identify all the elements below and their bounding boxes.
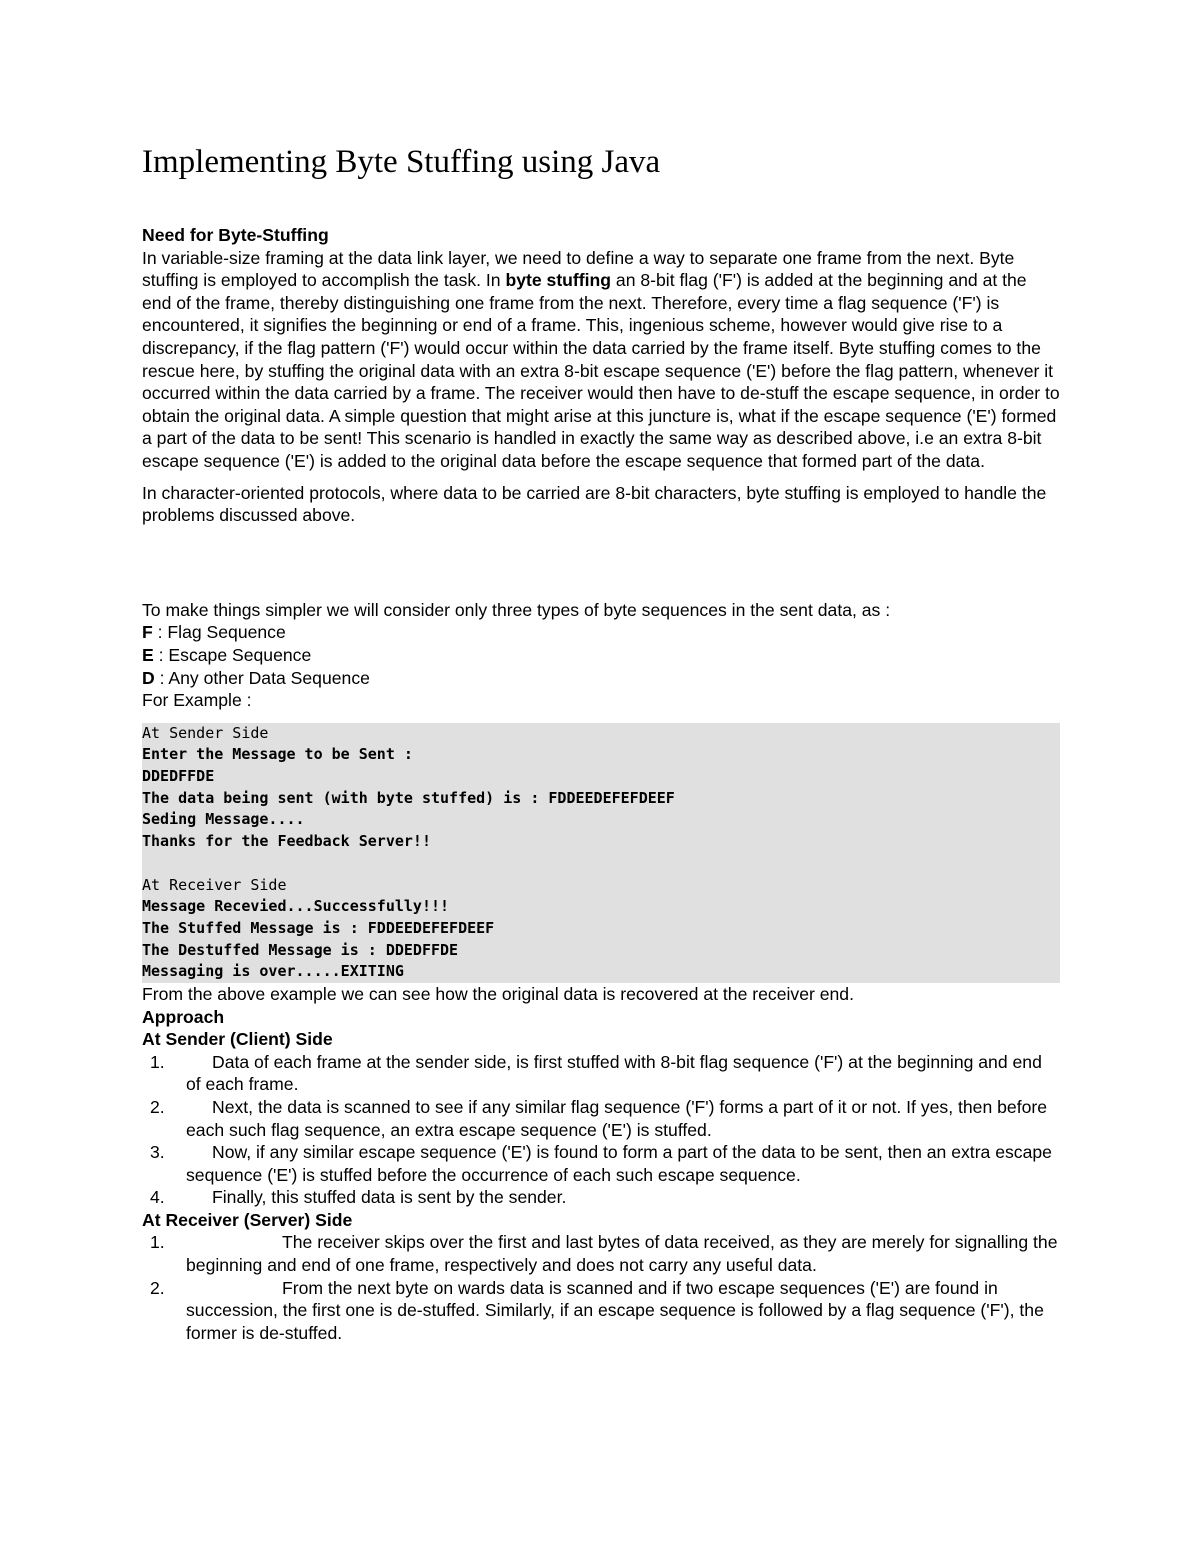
need-p1-text-b: an 8-bit flag ('F') is added at the beginning and at the end of the frame, thereby distinguishing one frame from the next. Therefore, every time a flag sequence ('F') is encountered, it signifies the beginning or end of a frame. This, ingenious scheme, however would give rise to a discrepancy, if the flag pattern ('F') would occur within the data carried by the frame itself. Byte stuffing comes to the rescue here, by stuffing the original data with an extra 8-bit escape sequence ('E') before the flag pattern, whenever it occurred within the data carried by a frame. The receiver would then have to de-stuff the escape sequence, in order to obtain the original data. A simple question that might arise at this juncture is, what if the escape sequence ('E') formed a part of the data to be sent! This scenario is handled in exactly the same way as described above, i.e an extra 8-bit escape sequence ('E') is added to the original data before the escape sequence that formed part of the data.: [142, 270, 1060, 471]
need-paragraph-2: In character-oriented protocols, where data to be carried are 8-bit characters, byte stuffing is employed to handle the problems discussed above.: [142, 482, 1047, 526]
type-e: [142, 644, 1060, 667]
list-number: 3.: [150, 1142, 165, 1163]
page-title: Implementing Byte Stuffing using Java: [142, 144, 661, 180]
list-number: 1.: [150, 1051, 165, 1072]
code-line: Seding Message....: [142, 810, 305, 829]
list-number: 1.: [150, 1232, 165, 1253]
type-d-value: : Any other Data Sequence: [154, 667, 370, 688]
list-item-text: The receiver skips over the first and last bytes of data received, as they are merely for signalling the beginning and end of one frame, respectively and does not carry any useful data.: [186, 1232, 1058, 1276]
receiver-steps-list: [142, 1231, 1060, 1344]
need-paragraph-1: [142, 247, 1060, 473]
document-page: [142, 140, 1060, 1344]
list-number: 4.: [150, 1187, 165, 1208]
list-item: [142, 1051, 1060, 1096]
sender-side-header: At Sender Side: [142, 723, 269, 742]
list-item: [142, 1231, 1060, 1276]
receiver-side-header: At Receiver Side: [142, 875, 287, 894]
list-item-text: Data of each frame at the sender side, is first stuffed with 8-bit flag sequence ('F') at the beginning and end of each frame.: [186, 1051, 1042, 1095]
list-item-text: From the next byte on wards data is scanned and if two escape sequences ('E') are found in succession, the first one is de-stuffed. Similarly, if an escape sequence is followed by a flag sequence ('F'), the former is de-stuffed.: [186, 1277, 1044, 1343]
list-item: [142, 1141, 1060, 1186]
type-f: [142, 621, 1060, 644]
type-f-value: : Flag Sequence: [152, 622, 286, 643]
list-item-text: Now, if any similar escape sequence ('E') is found to form a part of the data to be sent, then an extra escape sequence ('E') is stuffed before the occurrence of each such escape sequence.: [186, 1142, 1052, 1185]
after-example-text: From the above example we can see how the original data is recovered at the receiver end.: [142, 983, 854, 1004]
list-item: [142, 1277, 1060, 1345]
approach-heading: Approach: [142, 1006, 225, 1027]
code-line: Messaging is over.....EXITING: [142, 962, 404, 981]
code-line: Message Recevied...Successfully!!!: [142, 897, 450, 916]
sender-steps-list: [142, 1051, 1060, 1209]
list-item: [142, 1096, 1060, 1141]
type-f-key: F: [142, 622, 153, 643]
code-line: Thanks for the Feedback Server!!: [142, 832, 431, 851]
types-intro: To make things simpler we will consider only three types of byte sequences in the sent data, as :: [142, 599, 891, 620]
sender-side-heading: At Sender (Client) Side: [142, 1029, 333, 1050]
code-line: DDEDFFDE: [142, 767, 215, 786]
type-d: [142, 667, 1060, 690]
list-item: [142, 1186, 1060, 1209]
need-p1-bold: byte stuffing: [505, 270, 612, 291]
type-e-value: : Escape Sequence: [153, 644, 312, 665]
type-d-key: D: [142, 667, 155, 688]
need-p1-text-a: In variable-size framing at the data link layer, we need to define a way to separate one frame from the next. Byte stuffing is employed to accomplish the task. In: [142, 247, 1015, 291]
need-heading: Need for Byte-Stuffing: [142, 225, 329, 245]
code-line: The data being sent (with byte stuffed) is : FDDEEDEFEFDEEF: [142, 788, 675, 807]
code-line: The Stuffed Message is : FDDEEDEFEFDEEF: [142, 918, 495, 937]
list-number: 2.: [150, 1096, 165, 1117]
need-section: [142, 224, 1060, 712]
code-line: The Destuffed Message is : DDEDFFDE: [142, 940, 459, 959]
approach-section: [142, 983, 1060, 1345]
example-output-block: [142, 723, 1060, 983]
type-e-key: E: [142, 644, 154, 665]
code-blank-line: [142, 853, 1060, 875]
list-item-text: Next, the data is scanned to see if any similar flag sequence ('F') forms a part of it or not. If yes, then before each such flag sequence, an extra escape sequence ('E') is stuffed.: [186, 1096, 1048, 1140]
receiver-side-heading: At Receiver (Server) Side: [142, 1209, 353, 1230]
example-label: For Example :: [142, 690, 252, 711]
code-line: Enter the Message to be Sent :: [142, 745, 413, 764]
list-number: 2.: [150, 1277, 165, 1298]
list-item-text: Finally, this stuffed data is sent by the sender.: [212, 1187, 567, 1208]
